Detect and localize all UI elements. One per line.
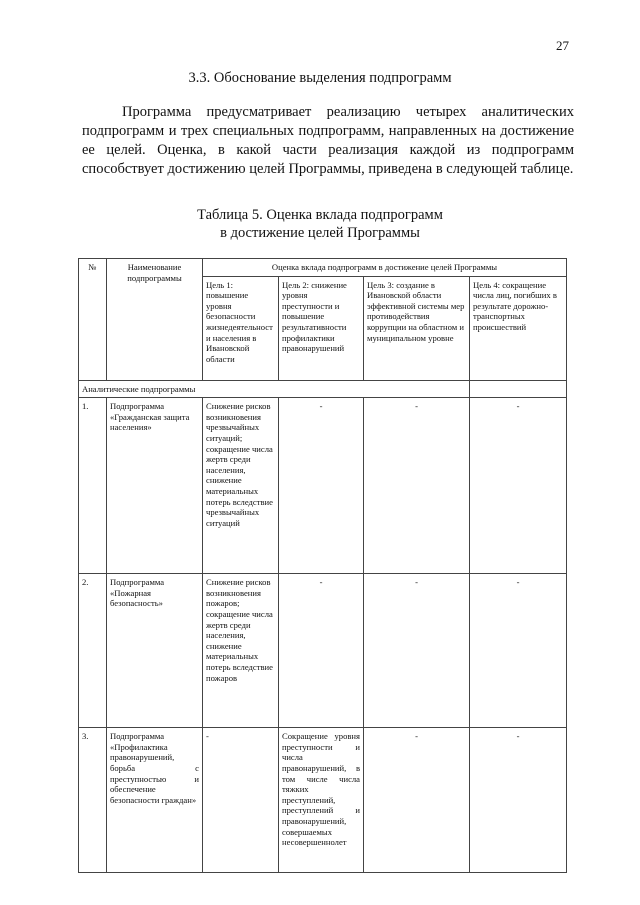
header-goal-4: Цель 4: сокращение числа лиц, погибших в результате дорожно-транспортных происшествий — [470, 276, 567, 380]
header-subprogram-name: Наименование подпрограммы — [107, 259, 203, 381]
body-paragraph: Программа предусматривает реализацию четырех аналитических подпрограмм и трех специальных подпрограмм, направленных на достижение ее целей. Оценка, в какой части реализация каждой из подпрограмм способствует достижению целей Программы, приведена в следующей таблице. — [82, 104, 574, 177]
table-caption — [0, 206, 640, 242]
row-number: 3. — [79, 728, 107, 873]
section-empty-cell — [470, 380, 567, 398]
table-row — [79, 398, 567, 574]
row-goal-cell: Сокращение уровня преступности и числа правонарушений, в том числе числа тяжких преступлений, преступлений и правонарушений, совершаемых несовершеннолет — [279, 728, 364, 873]
row-goal-cell: - — [364, 398, 470, 574]
row-goal-cell: - — [279, 398, 364, 574]
row-goal-cell: - — [470, 398, 567, 574]
row-subprogram-name: Подпрограмма «Гражданская защита населения» — [107, 398, 203, 574]
table-caption-line-1: Таблица 5. Оценка вклада подпрограмм — [197, 207, 443, 223]
row-number: 1. — [79, 398, 107, 574]
row-goal-cell: Снижение рисков возникновения пожаров; сокращение числа жертв среди населения, снижение материальных потерь вследствие пожаров — [203, 574, 279, 728]
header-goal-3: Цель 3: создание в Ивановской области эффективной системы мер противодействия коррупции на областном и муниципальном уровне — [364, 276, 470, 380]
row-goal-cell: - — [364, 574, 470, 728]
assessment-table — [78, 258, 567, 873]
page-number: 27 — [556, 38, 569, 53]
header-number: № — [79, 259, 107, 381]
row-subprogram-name: Подпрограмма «Пожарная безопасность» — [107, 574, 203, 728]
row-goal-cell: - — [470, 728, 567, 873]
row-subprogram-name: Подпрограмма «Профилактика правонарушений, борьба с преступностью и обеспечение безопасности граждан» — [107, 728, 203, 873]
row-goal-cell: - — [470, 574, 567, 728]
row-number: 2. — [79, 574, 107, 728]
row-goal-cell: - — [203, 728, 279, 873]
table-row — [79, 574, 567, 728]
row-goal-cell: - — [364, 728, 470, 873]
section-label: Аналитические подпрограммы — [79, 380, 470, 398]
header-goals-group: Оценка вклада подпрограмм в достижение целей Программы — [203, 259, 567, 277]
header-goal-1: Цель 1: повышение уровня безопасности жизнедеятельности населения в Ивановской области — [203, 276, 279, 380]
table-row — [79, 728, 567, 873]
header-goal-2: Цель 2: снижение уровня преступности и повышение результативности профилактики правонарушений — [279, 276, 364, 380]
table-header-row — [79, 259, 567, 277]
section-heading: 3.3. Обоснование выделения подпрограмм — [188, 70, 452, 86]
table-caption-line-2: в достижение целей Программы — [220, 225, 420, 241]
row-goal-cell: Снижение рисков возникновения чрезвычайных ситуаций; сокращение числа жертв среди населения, снижение материальных потерь вследствие чрезвычайных ситуаций — [203, 398, 279, 574]
table-section-row — [79, 380, 567, 398]
row-goal-cell: - — [279, 574, 364, 728]
